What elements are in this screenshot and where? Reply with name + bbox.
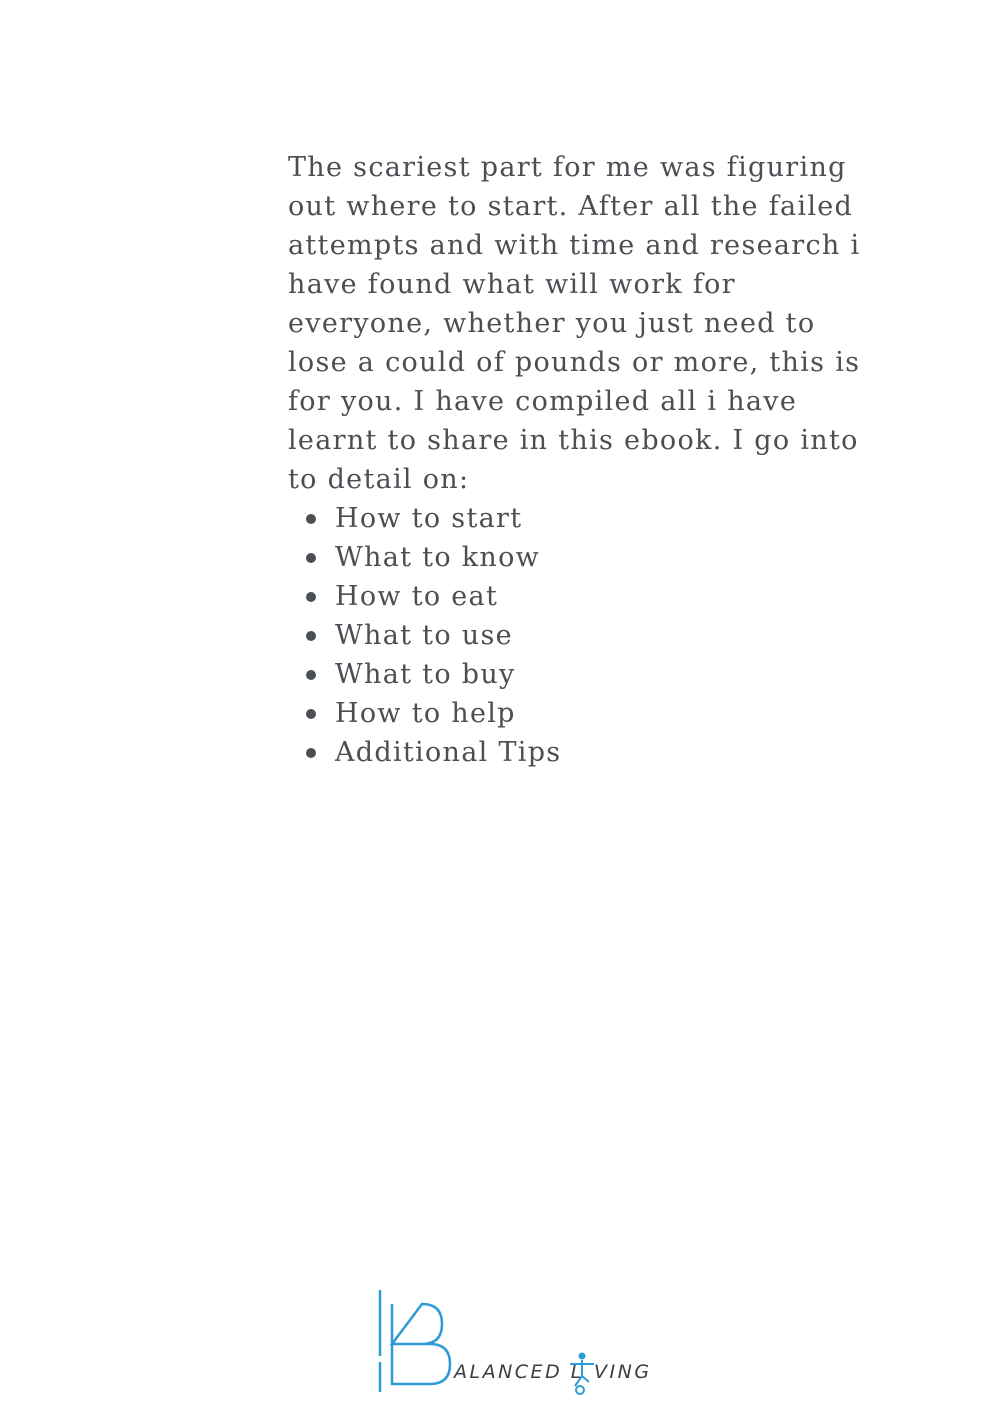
topics-list — [288, 499, 888, 772]
bullet-icon — [306, 553, 316, 563]
list-item-label: What to know — [335, 542, 541, 573]
list-item — [288, 538, 888, 577]
balanced-living-logo — [372, 1286, 662, 1396]
bullet-icon — [306, 748, 316, 758]
page-content — [288, 148, 888, 772]
list-item-label: What to use — [335, 620, 513, 651]
list-item — [288, 733, 888, 772]
list-item — [288, 499, 888, 538]
list-item — [288, 616, 888, 655]
bullet-icon — [306, 709, 316, 719]
list-item-label: How to help — [335, 698, 516, 729]
logo-letter-b — [392, 1304, 450, 1384]
list-item-label: Additional Tips — [335, 737, 562, 768]
bullet-icon — [306, 670, 316, 680]
bullet-icon — [306, 514, 316, 524]
list-item-label: How to eat — [335, 581, 499, 612]
bullet-icon — [306, 592, 316, 602]
list-item-label: How to start — [335, 503, 523, 534]
bullet-icon — [306, 631, 316, 641]
list-item — [288, 694, 888, 733]
list-item — [288, 577, 888, 616]
list-item — [288, 655, 888, 694]
list-item-label: What to buy — [335, 659, 516, 690]
logo-text-part1: ALANCED L — [454, 1361, 584, 1383]
logo-text-part2: VING — [594, 1361, 652, 1383]
logo-graphic — [372, 1286, 662, 1396]
intro-paragraph: The scariest part for me was figuring out where to start. After all the failed attempts and with time and research i have found what will work for everyone, whether you just need to lose a could of pounds or more, this is for you. I have compiled all i have learnt to share in this ebook. I go into to detail on: — [288, 152, 861, 495]
